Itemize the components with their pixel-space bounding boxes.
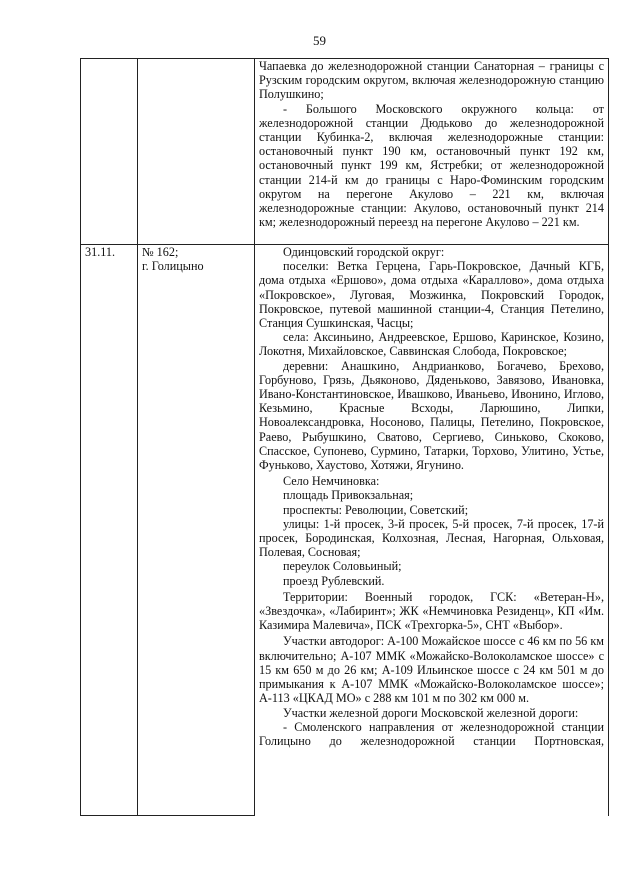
page-number: 59 (313, 33, 326, 48)
description-cell (255, 59, 609, 245)
paragraph: - Большого Московского окружного кольца: от железнодорожной станции Дюдьково до железнодорожной станции Кубинка-2, включая железнодорожные станции: остановочный пункт 190 км, остановочный пункт 192 км, остановочный пункт 199 км, Ястребки; от железнодорожной станции 214-й км до границы с Наро-Фоминским городским округом на перегоне Акулово – 221 км, включая железнодорожные станции: Акулово, остановочный пункт 214 км; железнодорожный переезд на перегоне Акулово – 221 км. (259, 101, 604, 230)
table-row (81, 59, 609, 245)
nemchinovka-heading: Село Немчиновка: (283, 474, 380, 489)
lane-item: переулок Соловьиный; (283, 559, 402, 574)
document-table (80, 58, 609, 816)
derevni-list: деревни: Анашкино, Андрианково, Богачево, Брехово, Горбуново, Грязь, Дьяконово, Дяденьково, Завязово, Ивановка, Ивано-Константиновское, Ивашково, Иваньево, Ивонино, Иглово, Кезьмино, Красные Всходы, Ларюшино, Липки, Новоалександровка, Носоново, Палицы, Петелино, Покровское, Раево, Рыбушкино, Сватово, Сергиево, Синьково, Скоково, Спасское, Супонево, Сурмино, Татарки, Торхово, Улитино, Устье, Фуньково, Хаустово, Хотяжи, Ягунино. (259, 358, 604, 473)
row-number-cell (81, 59, 138, 245)
prospects-item: проспекты: Революции, Советский; (283, 502, 469, 517)
settlements-list: поселки: Ветка Герцена, Гарь-Покровское, Дачный КГБ, дома отдыха «Ершово», дома отдыха «Караллово», дома отдыха «Покровское», Луговая, Мозжинка, Покровский Городок, Покровское, путевой машинной станции-4, Станция Петелино, Станция Сушкинская, Часцы; (259, 259, 604, 331)
territories-paragraph: Территории: Военный городок, ГСК: «Ветеран-Н», «Звездочка», «Лабиринт»; ЖК «Немчиновка Резиденц», КП «Им. Казимира Малевича», ПСК «Трехгорка-5», СНТ «Выбор». (259, 589, 604, 633)
district-heading: Одинцовский городской округ: (283, 245, 445, 259)
description-cell (255, 245, 609, 816)
selo-list: села: Аксиньино, Андреевское, Ершово, Каринское, Козино, Локотня, Михайловское, Саввинская Слобода, Покровское; (259, 330, 604, 359)
object-town: г. Голицыно (142, 259, 204, 274)
object-cell (138, 59, 255, 245)
row-number-cell: 31.11. (81, 245, 138, 816)
table-row (81, 245, 609, 816)
passage-item: проезд Рублевский. (283, 573, 385, 588)
railway-heading: Участки железной дороги Московской железной дороги: (283, 705, 579, 720)
object-cell (138, 245, 255, 816)
square-item: площадь Привокзальная; (283, 488, 414, 503)
paragraph: Чапаевка до железнодорожной станции Санаторная – границы с Рузским городским округом, включая железнодорожную станцию Полушкино; (259, 59, 604, 102)
object-number: № 162; (142, 245, 179, 259)
streets-item: улицы: 1-й просек, 3-й просек, 5-й просек, 7-й просек, 17-й просек, Бородинская, Колхозная, Лесная, Нагорная, Ольховая, Полевая, Сосновая; (259, 516, 604, 560)
smolensk-paragraph: - Смоленского направления от железнодорожной станции Голицыно до железнодорожной станции Портновская, (259, 719, 604, 748)
roads-paragraph: Участки автодорог: А-100 Можайское шоссе с 46 км по 56 км включительно; А-107 ММК «Можайско-Волоколамское шоссе» с 15 км 650 м до 26 км; А-109 Ильинское шоссе с 24 км 501 м до примыкания к А-107 ММК «Можайско-Волоколамское шоссе»; А-113 «ЦКАД МО» с 288 км 101 м по 302 км 000 м. (259, 634, 604, 706)
